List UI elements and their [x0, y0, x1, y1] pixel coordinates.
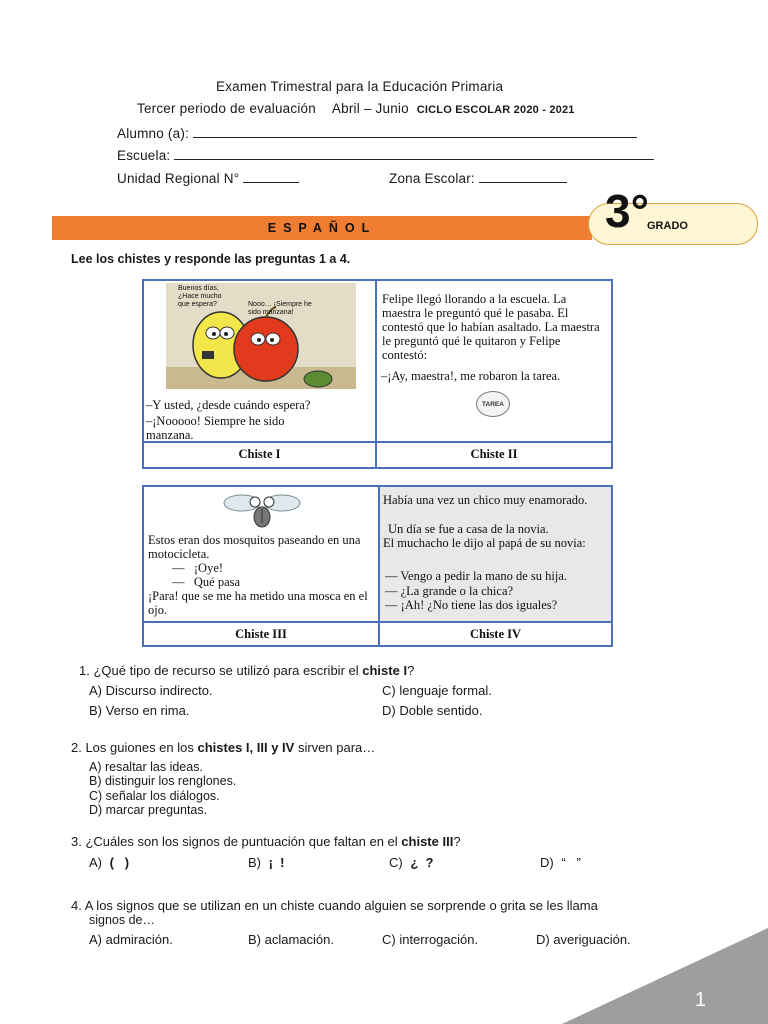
q3-option-b-value: ¡ !	[268, 855, 285, 870]
q3-option-c[interactable]	[389, 855, 433, 870]
q2-option-c[interactable]: C) señalar los diálogos.	[89, 789, 220, 803]
subject-name: ESPAÑOL	[267, 221, 377, 235]
school-label: Escuela:	[117, 148, 171, 163]
question-3	[71, 834, 461, 849]
jokes-table-2	[142, 485, 613, 647]
months-label: Abril – Junio	[331, 101, 409, 116]
q1-option-c[interactable]: C) lenguaje formal.	[382, 683, 492, 698]
period-label: Tercer periodo de evaluación	[137, 101, 316, 116]
q2-option-d[interactable]: D) marcar preguntas.	[89, 803, 208, 817]
question-1-post: ?	[407, 663, 415, 678]
joke-3-dash-1: — ¡Oye!	[172, 561, 224, 575]
region-blank[interactable]	[243, 171, 299, 183]
q3-option-c-letter: C)	[389, 855, 403, 870]
page-number: 1	[694, 989, 706, 1011]
joke-2-cell	[377, 281, 611, 441]
joke-2-text: Felipe llegó llorando a la escuela. La maestra le preguntó qué le pasaba. El contestó que lo habían asaltado. La maestra le preguntó qué le quitaron y Felipe contestó:	[382, 292, 600, 362]
q3-option-d-letter: D)	[540, 855, 554, 870]
q2-option-b[interactable]: B) distinguir los renglones.	[89, 774, 237, 788]
region-label: Unidad Regional N°	[117, 171, 240, 186]
q3-option-d[interactable]	[540, 855, 581, 870]
question-1-bold: chiste I	[362, 663, 408, 678]
joke-4-line-3: — ¡Ah! ¿No tiene las dos iguales?	[385, 598, 558, 612]
zone-label: Zona Escolar:	[389, 171, 475, 186]
joke-1-bubble-left: Buenos días, ¿Hace mucho que espera?	[178, 285, 222, 308]
q3-option-c-value: ¿ ?	[410, 855, 434, 870]
joke-3-dash-1-text: ¡Oye!	[193, 561, 224, 575]
question-1	[79, 663, 414, 678]
joke-4-text-1: Había una vez un chico muy enamorado.	[383, 493, 588, 507]
question-4-continuation: signos de…	[89, 913, 156, 927]
q2-option-a[interactable]: A) resaltar las ideas.	[89, 760, 203, 774]
joke-3-dash-2: — Qué pasa	[172, 575, 241, 589]
question-2-bold: chistes I, III y IV	[197, 740, 295, 755]
joke-3-caption: Chiste III	[235, 627, 287, 641]
q3-option-a[interactable]	[89, 855, 129, 870]
table-divider	[144, 441, 611, 443]
q3-option-a-value: ( )	[109, 855, 130, 870]
q1-option-d[interactable]: D) Doble sentido.	[382, 703, 483, 718]
joke-1-line-1: –Y usted, ¿desde cuándo espera?	[146, 398, 311, 412]
q3-option-a-letter: A)	[89, 855, 102, 870]
q4-option-b[interactable]: B) aclamación.	[248, 932, 334, 947]
region-field[interactable]	[117, 171, 299, 186]
joke-4-cell	[380, 487, 611, 621]
zone-blank[interactable]	[479, 171, 567, 183]
question-4-text: 4. A los signos que se utilizan en un chiste cuando alguien se sorprende o grita se les llama	[71, 898, 598, 913]
page-corner-decoration	[562, 928, 768, 1024]
joke-1-cell	[144, 281, 375, 441]
q3-option-b[interactable]	[248, 855, 285, 870]
joke-4-caption: Chiste IV	[469, 627, 522, 641]
q4-option-c[interactable]: C) interrogación.	[382, 932, 479, 947]
q3-option-b-letter: B)	[248, 855, 261, 870]
jokes-table-1	[142, 279, 613, 469]
joke-1-bubble-right: Nooo… ¡Siempre he sido manzana!	[248, 301, 312, 316]
question-2	[71, 740, 375, 755]
joke-1-caption: Chiste I	[238, 447, 281, 461]
table-divider	[144, 621, 611, 623]
question-2-post: sirven para…	[297, 740, 376, 755]
tarea-badge-text: TAREA	[482, 401, 504, 408]
joke-3-cell	[144, 487, 378, 621]
q1-option-b[interactable]: B) Verso en rima.	[89, 703, 190, 718]
joke-3-dash-2-text: Qué pasa	[193, 575, 241, 589]
question-1-text: 1. ¿Qué tipo de recurso se utilizó para escribir el	[79, 663, 359, 678]
q4-option-a[interactable]: A) admiración.	[89, 932, 173, 947]
joke-4-text-3: El muchacho le dijo al papá de su novia:	[383, 536, 586, 550]
evaluation-period	[137, 101, 575, 116]
question-3-text: 3. ¿Cuáles son los signos de puntuación que faltan en el	[71, 834, 398, 849]
joke-4-line-2: — ¿La grande o la chica?	[385, 584, 514, 598]
joke-1-line-2: –¡Nooooo! Siempre he sido manzana.	[146, 414, 285, 441]
student-label: Alumno (a):	[117, 126, 189, 141]
q3-option-d-value: “ ”	[561, 855, 581, 870]
joke-4-line-1: — Vengo a pedir la mano de su hija.	[385, 569, 568, 583]
school-cycle: CICLO ESCOLAR 2020 - 2021	[416, 104, 575, 116]
exam-title: Examen Trimestral para la Educación Primaria	[216, 79, 504, 94]
joke-3-text-1: Estos eran dos mosquitos paseando en una motocicleta.	[148, 533, 361, 561]
instruction: Lee los chistes y responde las preguntas 1 a 4.	[71, 252, 351, 266]
student-field[interactable]	[117, 126, 637, 141]
school-field[interactable]	[117, 148, 654, 163]
question-3-post: ?	[453, 834, 461, 849]
joke-2-caption: Chiste II	[470, 447, 518, 461]
subject-bar	[52, 216, 592, 240]
question-2-text: 2. Los guiones en los	[71, 740, 194, 755]
joke-3-text-2: ¡Para! que se me ha metido una mosca en el ojo.	[148, 589, 368, 617]
school-blank[interactable]	[174, 148, 654, 160]
grade-word: GRADO	[647, 220, 688, 232]
q4-option-d[interactable]: D) averiguación.	[536, 932, 631, 947]
student-blank[interactable]	[193, 126, 637, 138]
q1-option-a[interactable]: A) Discurso indirecto.	[89, 683, 213, 698]
mosquito-icon	[222, 489, 302, 531]
zone-field[interactable]	[389, 171, 567, 186]
joke-4-text-2: Un día se fue a casa de la novia.	[388, 522, 549, 536]
tarea-badge	[476, 391, 510, 417]
joke-2-line: –¡Ay, maestra!, me robaron la tarea.	[381, 369, 561, 383]
grade-number: 3°	[605, 185, 649, 237]
question-3-bold: chiste III	[401, 834, 454, 849]
